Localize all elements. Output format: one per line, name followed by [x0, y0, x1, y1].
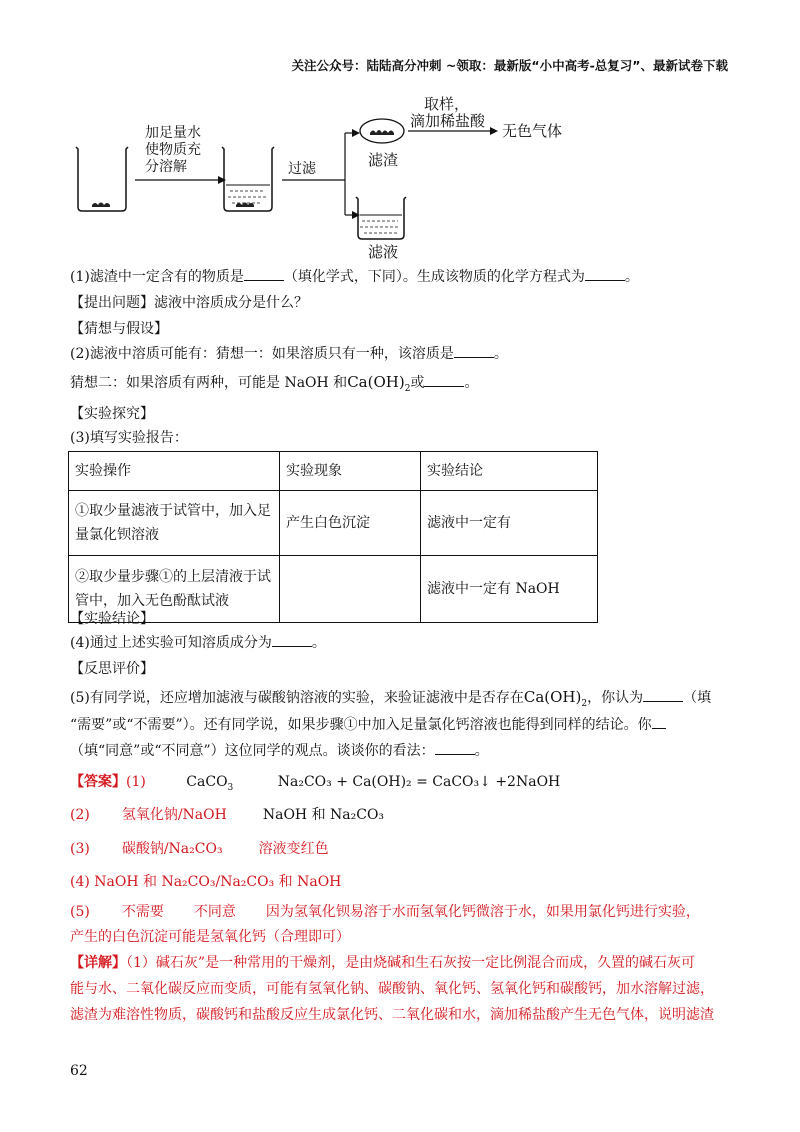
- acid-line1: 取样，: [424, 95, 470, 113]
- answer-blank[interactable]: [454, 345, 494, 358]
- answer-line-2: (2) 氢氧化钠/NaOH NaOH 和 Na₂CO₃: [70, 807, 385, 823]
- reflect-title: 【反思评价】: [70, 661, 154, 677]
- header-cell: 实验操作: [69, 452, 280, 491]
- detail-line-2: 能与水、二氧化碳反应而变质，可能有氢氧化钠、碳酸钠、氧化钙、氢氧化钙和碳酸钙，加水溶解过滤，: [70, 981, 714, 997]
- beaker-2: [222, 147, 274, 211]
- answer-blank[interactable]: [643, 689, 683, 702]
- table-cell: [280, 556, 421, 623]
- conclusion-title: 【实验结论】: [70, 611, 154, 627]
- filter-residue: [360, 119, 404, 143]
- raise-question: 【提出问题】滤液中溶质成分是什么？: [70, 295, 308, 311]
- answer-blank[interactable]: [244, 268, 284, 281]
- table-cell: ①取少量滤液于试管中，加入足量氯化钡溶液: [69, 491, 280, 556]
- question-5-line2: “需要”或“不需要”）。还有同学说，如果步骤①中加入足量氯化钙溶液也能得到同样的结论。你: [70, 716, 666, 734]
- experiment-report-table: [68, 451, 598, 623]
- step1-line1: 加足量水: [145, 125, 201, 141]
- table-row: [69, 491, 598, 556]
- page-header: 关注公众号：陆陆高分冲刺 ~领取：最新版“小中高考-总复习”、最新试卷下载: [291, 58, 728, 73]
- beaker-1: [76, 147, 128, 211]
- question-1: (1)滤渣中一定含有的物质是 （填化学式，下同）。生成该物质的化学方程式为 。: [70, 269, 639, 285]
- step1-line2: 使物质充: [145, 142, 201, 158]
- header-cell: 实验现象: [280, 452, 421, 491]
- question-2: (2)滤液中溶质可能有：猜想一：如果溶质只有一种，该溶质是 。: [70, 346, 508, 362]
- filter-label: 过滤: [288, 161, 316, 177]
- gas-label: 无色气体: [502, 122, 563, 140]
- question-5-line3: （填“同意”或“不同意”）这位同学的观点。谈谈你的看法： 。: [70, 743, 489, 759]
- experiment-diagram: [60, 85, 620, 260]
- answer-blank[interactable]: [435, 742, 475, 755]
- acid-line2: 滴加稀盐酸: [410, 112, 486, 130]
- answer-blank[interactable]: [585, 268, 625, 281]
- filtrate-label: 滤液: [368, 243, 399, 260]
- answer-line-1: 【答案】(1) CaCO$_3$ Na₂CO₃ + Ca(OH)₂ = CaCO₃↓ +2NaOH: [70, 774, 561, 793]
- step1-line3: 分溶解: [145, 159, 187, 175]
- header-cell: 实验结论: [421, 452, 598, 491]
- detail-line-1: 【详解】（1）碱石灰”是一种常用的干燥剂，是由烧碱和生石灰按一定比例混合而成，久置的碱石灰可: [70, 955, 696, 971]
- guess-title: 【猜想与假设】: [70, 321, 168, 337]
- guess-2: 猜想二：如果溶质有两种，可能是 NaOH 和$Ca(OH)_2$或 。: [70, 373, 479, 394]
- detail-line-3: 滤渣为难溶性物质，碳酸钙和盐酸反应生成氯化钙、二氧化碳和水，滴加稀盐酸产生无色气体，说明滤渣: [70, 1007, 714, 1023]
- answer-blank[interactable]: [424, 374, 464, 387]
- page-number: 62: [70, 1063, 88, 1079]
- answer-blank[interactable]: [272, 634, 312, 647]
- beaker-3: [356, 197, 406, 239]
- answer-blank[interactable]: [652, 716, 666, 729]
- table-cell: ②取少量步骤①的上层清液于试管中，加入无色酚酞试液: [69, 556, 280, 623]
- table-header-row: [69, 452, 598, 491]
- question-4: (4)通过上述实验可知溶质成分为 。: [70, 635, 326, 651]
- explore-title: 【实验探究】: [70, 406, 154, 422]
- answer-line-3: (3) 碳酸钠/Na₂CO₃ 溶液变红色: [70, 841, 329, 857]
- answer-line-4: (4) NaOH 和 Na₂CO₃/Na₂CO₃ 和 NaOH: [70, 874, 342, 890]
- answer-line-5: (5) 不需要 不同意 因为氢氧化钡易溶于水而氢氧化钙微溶于水，如果用氯化钙进行实验，: [70, 904, 700, 920]
- residue-label: 滤渣: [368, 151, 399, 169]
- answer-line-5b: 产生的白色沉淀可能是氢氧化钙（合理即可）: [70, 929, 350, 945]
- question-5-line1: (5)有同学说，还应增加滤液与碳酸钠溶液的实验，来验证滤液中是否存在$Ca(OH)_2$，你认为 （填: [70, 688, 712, 709]
- table-cell: 滤液中一定有: [421, 491, 598, 556]
- table-cell: 产生白色沉淀: [280, 491, 421, 556]
- table-cell: 滤液中一定有 NaOH: [421, 556, 598, 623]
- question-3: (3)填写实验报告：: [70, 430, 188, 446]
